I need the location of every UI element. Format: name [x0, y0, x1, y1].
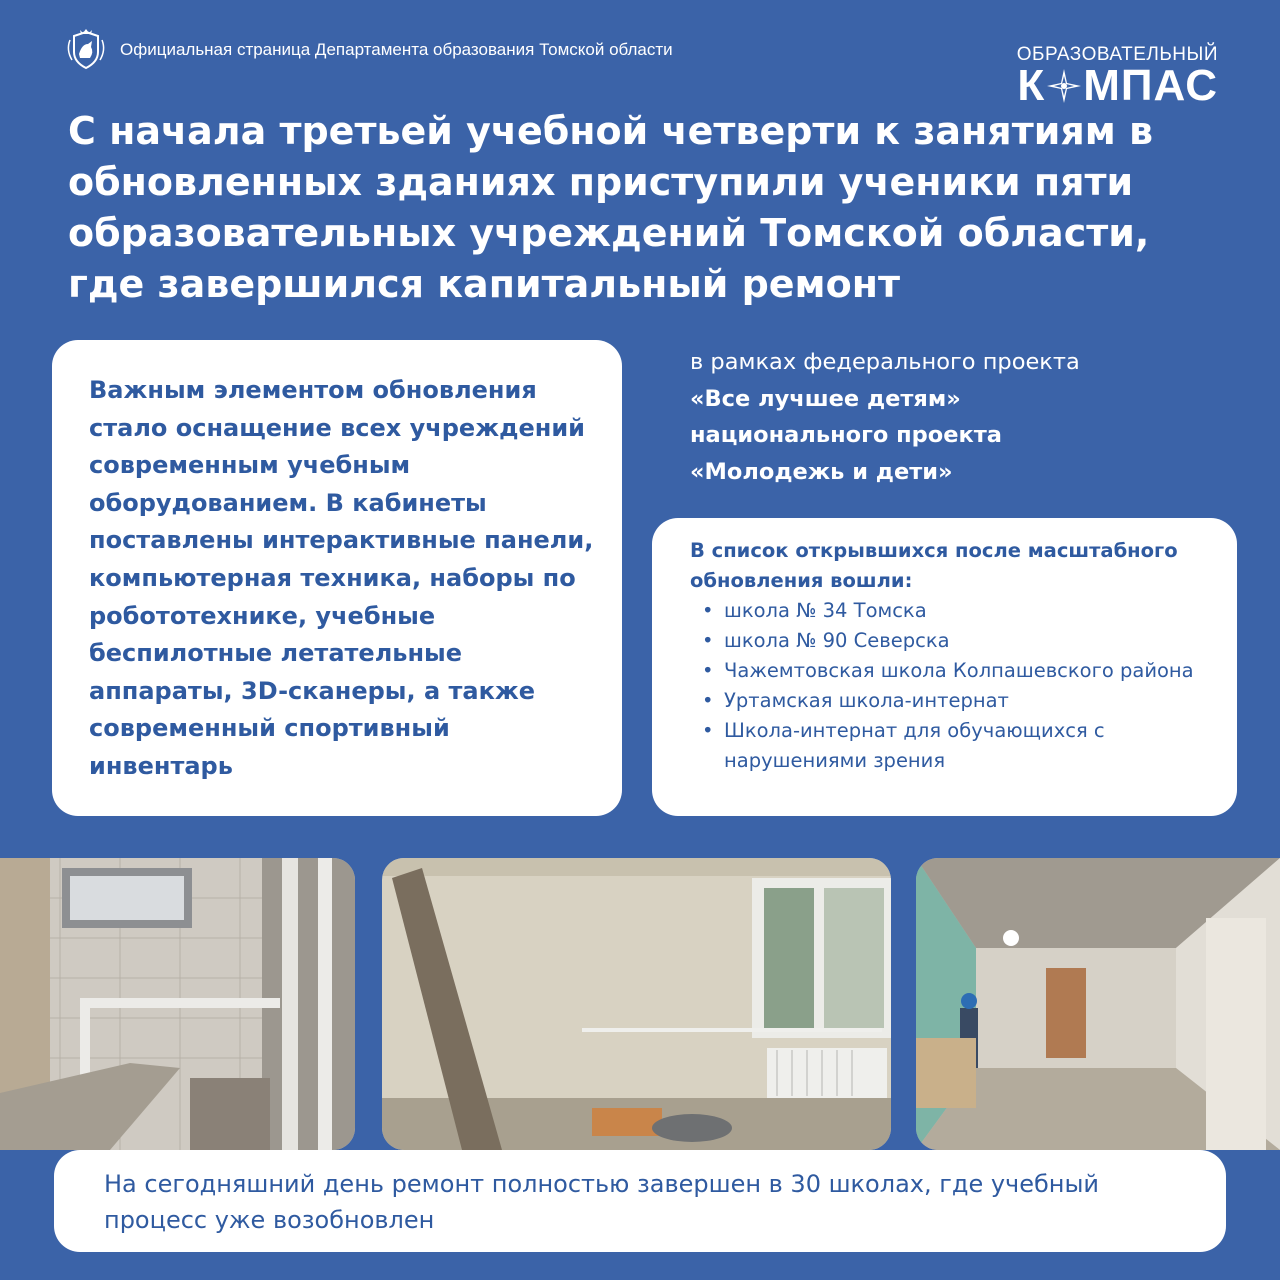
federal-project-line: в рамках федерального проекта: [690, 349, 1080, 375]
renovation-photo-corridor: [916, 858, 1280, 1150]
official-page-header: [64, 28, 673, 72]
compass-rose-icon: [1046, 68, 1082, 104]
brand-logo-top: ОБРАЗОВАТЕЛЬНЫЙ: [1016, 44, 1218, 65]
brand-logo-letter-k: К: [1017, 61, 1046, 110]
page-title: С начала третьей учебной четверти к занятиям в обновленных зданиях приступили ученики пяти образовательных учреждений Томской области, где завершился капитальный ремонт: [68, 109, 1154, 306]
renovation-photo-tiled-room: [0, 858, 355, 1150]
renovation-photo-classroom: [382, 858, 891, 1150]
federal-project-text: [690, 344, 1230, 490]
list-item: • школа № 34 Томска: [690, 596, 1217, 626]
national-project-line: национального проекта: [690, 422, 1002, 448]
list-item: • Чажемтовская школа Колпашевского района: [690, 656, 1217, 686]
summary-card: [54, 1150, 1226, 1252]
brand-logo-letters-rest: МПАС: [1083, 61, 1218, 110]
list-item: • Школа-интернат для обучающихся с нарушениями зрения: [690, 716, 1217, 776]
schools-list: [690, 596, 1217, 776]
tomsk-crest-icon: [64, 28, 108, 72]
brand-logo: [1016, 44, 1218, 110]
official-page-label: Официальная страница Департамента образования Томской области: [120, 40, 673, 59]
schools-list-card: [652, 518, 1237, 816]
equipment-card: [52, 340, 622, 816]
federal-project-name: «Все лучшее детям»: [690, 385, 961, 412]
list-item: • школа № 90 Северска: [690, 626, 1217, 656]
summary-text: На сегодняшний день ремонт полностью завершен в 30 школах, где учебный процесс уже возобновлен: [104, 1170, 1100, 1234]
brand-logo-bottom: [1017, 61, 1218, 110]
national-project-name: «Молодежь и дети»: [690, 458, 953, 485]
list-item: • Уртамская школа-интернат: [690, 686, 1217, 716]
schools-list-title: В список открывшихся после масштабного обновления вошли:: [690, 539, 1178, 592]
equipment-text: Важным элементом обновления стало оснащение всех учреждений современным учебным оборудованием. В кабинеты поставлены интерактивные панели, компьютерная техника, наборы по робототехнике, учебные беспилотные летательные аппараты, 3D-сканеры, а также современный спортивный инвентарь: [89, 376, 594, 780]
